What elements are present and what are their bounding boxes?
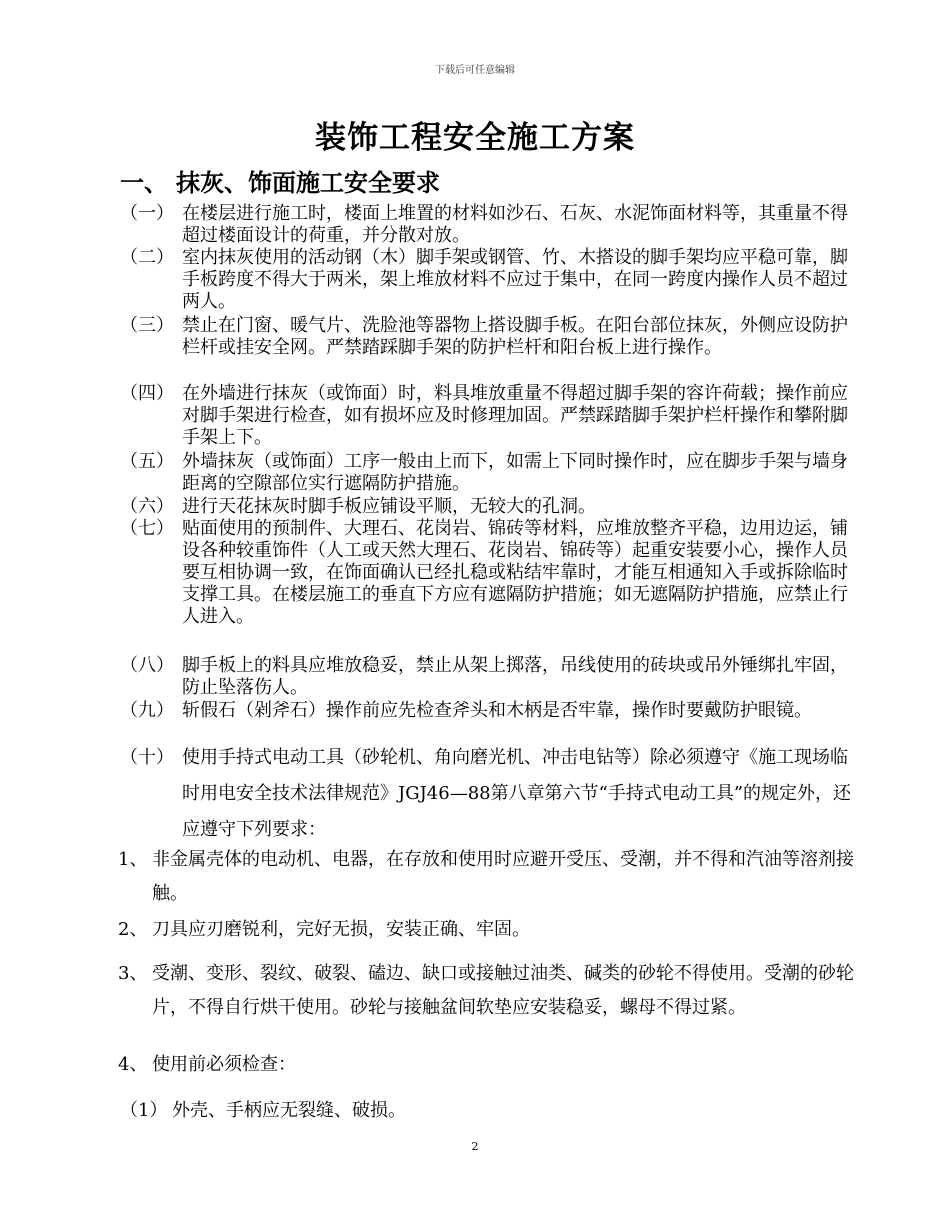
list-item	[120, 315, 865, 359]
list-item-marker: （八）	[120, 655, 174, 676]
list-item-text: 斩假石（剁斧石）操作前应先检查斧头和木柄是否牢靠，操作时要戴防护眼镜。	[182, 700, 812, 721]
list-item-text: 室内抹灰使用的活动钢（木）脚手架或钢管、竹、木搭设的脚手架均应平稳可靠，脚手板跨度不得大于两米，架上堆放材料不应过于集中，在同一跨度内操作人员不超过两人。	[182, 247, 848, 312]
list-item-text: 外墙抹灰（或饰面）工序一般由上而下，如需上下同时操作时，应在脚步手架与墙身距离的空隙部位实行遮隔防护措施。	[182, 451, 848, 494]
paragraph-number: 3、	[118, 963, 148, 984]
list-item-text: 进行天花抹灰时脚手板应铺设平顺，无较大的孔洞。	[182, 496, 596, 517]
list-item-marker: （二）	[120, 247, 174, 268]
paragraph-number: 1、	[118, 849, 148, 870]
paragraph-text: 非金属壳体的电动机、电器，在存放和使用时应避开受压、受潮，并不得和汽油等溶剂接触。	[152, 849, 854, 904]
list-item-marker: （九）	[120, 700, 174, 721]
list-item	[120, 383, 865, 449]
list-item-marker: （三）	[120, 315, 174, 336]
list-item-marker: （七）	[120, 518, 174, 539]
list-item-text: 在外墙进行抹灰（或饰面）时，料具堆放重量不得超过脚手架的容许荷载；操作前应对脚手架进行检查，如有损坏应及时修理加固。严禁踩踏脚手架护栏杆操作和攀附脚手架上下。	[182, 383, 848, 448]
page-number: 2	[471, 1140, 479, 1153]
list-item-marker: （四）	[120, 383, 174, 404]
list-item	[120, 655, 865, 699]
list-item-marker: （六）	[120, 496, 174, 517]
list-item	[120, 203, 865, 247]
list-item	[120, 518, 865, 628]
paragraph-text: 刀具应刃磨锐利，完好无损，安装正确、牢固。	[152, 919, 530, 940]
paragraph-number: 4、	[118, 1054, 148, 1075]
list-item-text: 贴面使用的预制件、大理石、花岗岩、锦砖等材料，应堆放整齐平稳，边用边运，铺设各种较重饰件（人工或天然大理石、花岗岩、锦砖等）起重安装要小心，操作人员要互相协调一致，在饰面确认已经扎稳或粘结牢靠时，才能互相通知入手或拆除临时支撑工具。在楼层施工的垂直下方应有遮隔防护措施；如无遮隔防护措施，应禁止行人进入。	[182, 518, 848, 627]
list-item-marker: （一）	[120, 203, 174, 224]
section-number: 一、	[120, 168, 168, 197]
paragraph-text: 使用前必须检查：	[152, 1054, 296, 1075]
numbered-paragraph	[118, 1048, 858, 1082]
list-item-marker: （五）	[120, 451, 174, 472]
list-item	[120, 247, 865, 313]
section-label: 抹灰、饰面施工安全要求	[176, 168, 440, 197]
list-item-text: 在楼层进行施工时，楼面上堆置的材料如沙石、石灰、水泥饰面材料等，其重量不得超过楼面设计的荷重，并分散对放。	[182, 203, 848, 246]
list-item	[120, 496, 865, 518]
document-title: 装饰工程安全施工方案	[315, 120, 635, 156]
paragraph-text: 受潮、变形、裂纹、破裂、磕边、缺口或接触过油类、碱类的砂轮不得使用。受潮的砂轮片，不得自行烘干使用。砂轮与接触盆间软垫应安装稳妥，螺母不得过紧。	[152, 963, 854, 1018]
paragraph-text: 外壳、手柄应无裂缝、破损。	[172, 1100, 406, 1121]
list-item-marker: （十）	[120, 747, 174, 768]
list-item-text: 脚手板上的料具应堆放稳妥，禁止从架上掷落，吊线使用的砖块或吊外锤绑扎牢固，防止坠落伤人。	[182, 655, 848, 698]
list-item	[120, 740, 865, 848]
paragraph-number: （1）	[120, 1100, 168, 1121]
page-header: 下载后可任意编辑	[435, 65, 515, 76]
list-item	[120, 700, 865, 722]
numbered-paragraph	[120, 1094, 860, 1128]
list-item	[120, 451, 865, 495]
list-item-text: 使用手持式电动工具（砂轮机、角向磨光机、冲击电钻等）除必须遵守《施工现场临时用电安全技术法律规范》JGJ46—88第八章第六节“手持式电动工具”的规定外，还应遵守下列要求：	[182, 747, 852, 840]
section-heading	[120, 163, 440, 198]
numbered-paragraph	[118, 843, 858, 911]
numbered-paragraph	[118, 957, 858, 1025]
list-item-text: 禁止在门窗、暖气片、洗脸池等器物上搭设脚手板。在阳台部位抹灰，外侧应设防护栏杆或挂安全网。严禁踏踩脚手架的防护栏杆和阳台板上进行操作。	[182, 315, 848, 358]
numbered-paragraph	[118, 913, 858, 947]
paragraph-number: 2、	[118, 919, 148, 940]
